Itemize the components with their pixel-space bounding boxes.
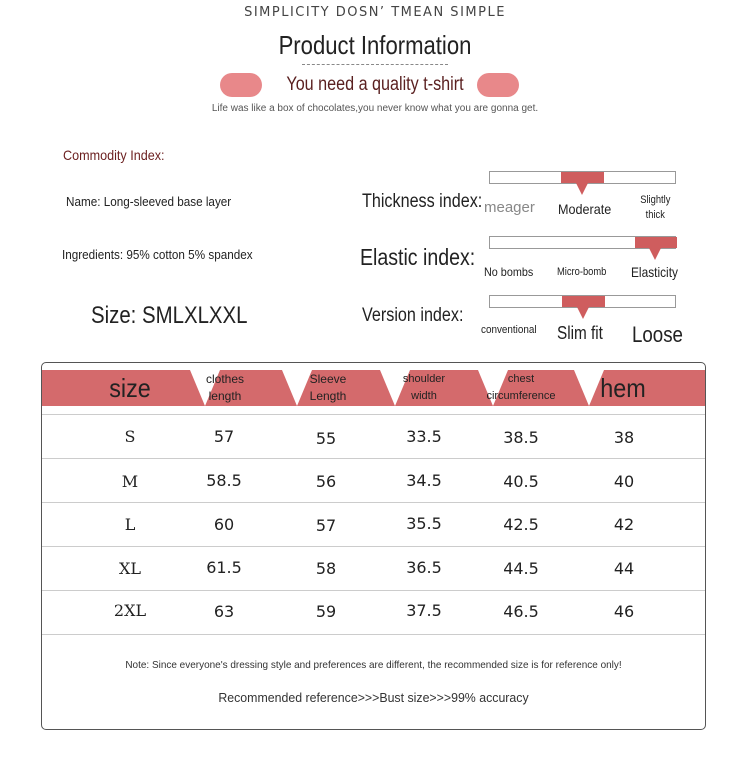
cell-chest: 38.5 <box>503 428 539 447</box>
cell-sleeve-length: 56 <box>315 472 337 491</box>
cell-clothes-length: 57 <box>213 427 235 446</box>
ingredients: Ingredients: 95% cotton 5% spandex <box>62 247 253 262</box>
size-note: Note: Since everyone's dressing style and preferences are different, the recommended size is for reference only! <box>125 659 622 671</box>
row-divider <box>42 590 705 591</box>
row-divider <box>42 546 705 547</box>
version-index-bar <box>489 295 676 308</box>
thickness-index-bar <box>489 171 676 184</box>
cell-clothes-length: 58.5 <box>206 471 242 490</box>
cell-sleeve-length: 59 <box>315 602 337 621</box>
thickness-option-meager: meager <box>484 199 535 216</box>
cell-clothes-length: 61.5 <box>206 558 242 577</box>
version-index-marker <box>562 296 605 307</box>
cell-chest: 46.5 <box>503 602 539 621</box>
cell-size: XL <box>118 559 141 578</box>
cell-hem: 38 <box>613 428 635 447</box>
cell-chest: 40.5 <box>503 472 539 491</box>
page-title: Product Information <box>278 30 472 60</box>
version-option-loose: Loose <box>632 322 683 347</box>
version-option-slim-fit: Slim fit <box>557 323 603 343</box>
size-list: Size: SMLXLXXL <box>91 302 248 329</box>
thickness-index-marker <box>561 172 604 183</box>
cell-shoulder-width: 37.5 <box>406 601 442 620</box>
slogan: SIMPLICITY DOSN’ TMEAN SIMPLE <box>244 5 506 20</box>
cell-clothes-length: 63 <box>213 602 235 621</box>
subtitle: You need a quality t-shirt <box>286 74 464 95</box>
header-shoulder-width: shoulder width <box>402 373 446 402</box>
cell-hem: 46 <box>613 602 635 621</box>
row-divider <box>42 502 705 503</box>
thickness-option-slightly-thick: Slightly thick <box>640 194 671 221</box>
cell-shoulder-width: 36.5 <box>406 558 442 577</box>
cell-size: 2XL <box>113 601 147 620</box>
header-size: size <box>109 372 151 403</box>
cell-size: L <box>124 515 136 534</box>
elastic-option-micro-bomb: Micro-bomb <box>557 266 607 278</box>
cell-chest: 44.5 <box>503 559 539 578</box>
elastic-index-label: Elastic index: <box>360 244 476 270</box>
cell-hem: 40 <box>613 472 635 491</box>
quote: Life was like a box of chocolates,you never know what you are gonna get. <box>211 103 539 114</box>
cell-size: S <box>124 427 136 446</box>
commodity-heading: Commodity Index: <box>63 147 165 163</box>
cell-sleeve-length: 57 <box>315 516 337 535</box>
cell-shoulder-width: 35.5 <box>406 514 442 533</box>
row-divider <box>42 458 705 459</box>
cell-hem: 42 <box>613 515 635 534</box>
header-hem: hem <box>600 372 646 403</box>
elastic-index-bar <box>489 236 676 249</box>
version-index-pointer <box>577 307 589 319</box>
header-sleeve-length: Sleeve Length <box>309 372 347 403</box>
row-divider <box>42 634 705 635</box>
header-clothes-length: clothes length <box>205 372 245 403</box>
cell-sleeve-length: 55 <box>315 429 337 448</box>
cell-hem: 44 <box>613 559 635 578</box>
elastic-index-marker <box>635 237 677 248</box>
cell-sleeve-length: 58 <box>315 559 337 578</box>
recommendation: Recommended reference>>>Bust size>>>99% accuracy <box>218 690 529 705</box>
elastic-index-pointer <box>649 248 661 260</box>
thickness-index-label: Thickness index: <box>362 191 483 212</box>
version-index-label: Version index: <box>362 305 464 326</box>
cell-shoulder-width: 33.5 <box>406 427 442 446</box>
header-chest-circumference: chest circumference <box>486 373 556 402</box>
cell-chest: 42.5 <box>503 515 539 534</box>
title-underline <box>302 64 448 65</box>
cell-shoulder-width: 34.5 <box>406 471 442 490</box>
elastic-option-no-bombs: No bombs <box>484 265 534 279</box>
product-name: Name: Long-sleeved base layer <box>66 194 232 209</box>
version-option-conventional: conventional <box>481 324 537 336</box>
row-divider <box>42 414 705 415</box>
thickness-option-moderate: Moderate <box>558 201 612 217</box>
cell-size: M <box>121 472 139 491</box>
elastic-option-elasticity: Elasticity <box>631 264 678 280</box>
thickness-index-pointer <box>576 183 588 195</box>
cell-clothes-length: 60 <box>213 515 235 534</box>
